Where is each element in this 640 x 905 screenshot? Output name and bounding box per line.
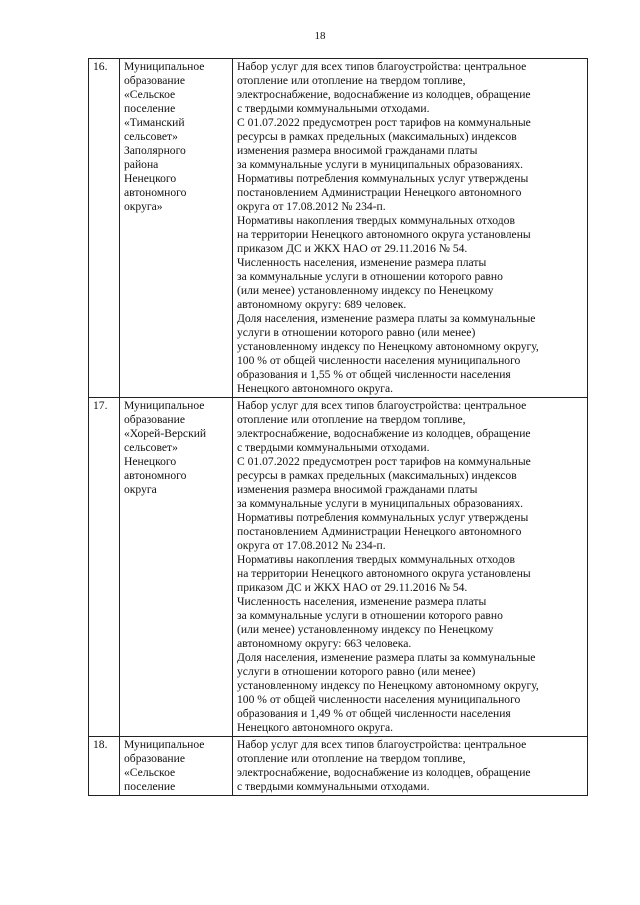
municipality-name [120,398,233,737]
description-line: автономному округу: 689 человек. [237,298,407,311]
description-line: ресурсы в рамках предельных (максимальных) индексов [237,469,517,482]
municipality-name-line: поселение [124,102,176,115]
description-line: установленному индексу по Ненецкому автономному округу, [237,340,539,353]
municipality-name-line: образование [124,752,185,765]
municipality-name-line: поселение [124,780,176,793]
municipality-name-line: образование [124,74,185,87]
description-line: услуги в отношении которого равно (или менее) [237,665,476,678]
municipality-name-line: «Тиманский [124,116,185,129]
municipality-name-line: «Сельское [124,88,176,101]
description-line: образования и 1,55 % от общей численности населения [237,368,511,381]
description-line: установленному индексу по Ненецкому автономному округу, [237,679,539,692]
municipality-name-line: округа [124,483,157,496]
municipality-name-line: Ненецкого [124,455,177,468]
description-line: за коммунальные услуги в отношении которого равно [237,270,503,283]
description-line: округа от 17.08.2012 № 234-п. [237,200,386,213]
description-line: на территории Ненецкого автономного округа установлены [237,228,531,241]
municipality-name-line: округа» [124,200,163,213]
description-line: за коммунальные услуги в муниципальных образованиях. [237,158,524,171]
description-line: С 01.07.2022 предусмотрен рост тарифов на коммунальные [237,455,531,468]
table-row [89,398,588,737]
description-line: Набор услуг для всех типов благоустройства: центральное [237,399,527,412]
description-line: Нормативы потребления коммунальных услуг утверждены [237,511,529,524]
description-line: Набор услуг для всех типов благоустройства: центральное [237,738,527,751]
tariff-table [88,58,588,796]
municipality-name [120,737,233,796]
table-row [89,59,588,398]
description-line: с твердыми коммунальными отходами. [237,441,430,454]
description-line: Ненецкого автономного округа. [237,721,394,734]
table-row [89,737,588,796]
municipality-name-line: Заполярного [124,144,186,157]
description-line: (или менее) установленному индексу по Ненецкому [237,623,494,636]
description-line: Численность населения, изменение размера платы [237,256,487,269]
description-line: приказом ДС и ЖКХ НАО от 29.11.2016 № 54. [237,242,468,255]
description-line: электроснабжение, водоснабжение из колодцев, обращение [237,88,531,101]
municipality-name-line: «Сельское [124,766,176,779]
description-line: (или менее) установленному индексу по Ненецкому [237,284,494,297]
municipality-name-line: района [124,158,159,171]
description-line: автономному округу: 663 человека. [237,637,412,650]
description-line: Доля населения, изменение размера платы за коммунальные [237,651,536,664]
municipality-name-line: автономного [124,469,187,482]
description-line: отопление или отопление на твердом топливе, [237,74,466,87]
municipality-name-line: автономного [124,186,187,199]
services-description [233,59,588,398]
description-line: Ненецкого автономного округа. [237,382,394,395]
municipality-name-line: сельсовет» [124,441,178,454]
description-line: постановлением Администрации Ненецкого автономного [237,186,522,199]
description-line: 100 % от общей численности населения муниципального [237,693,521,706]
description-line: приказом ДС и ЖКХ НАО от 29.11.2016 № 54. [237,581,468,594]
description-line: с твердыми коммунальными отходами. [237,102,430,115]
row-number: 16. [89,59,120,398]
municipality-name-line: сельсовет» [124,130,178,143]
description-line: за коммунальные услуги в муниципальных образованиях. [237,497,524,510]
description-line: Нормативы накопления твердых коммунальных отходов [237,553,515,566]
municipality-name-line: «Хорей-Верский [124,427,207,440]
description-line: округа от 17.08.2012 № 234-п. [237,539,386,552]
row-number: 17. [89,398,120,737]
description-line: изменения размера вносимой гражданами платы [237,144,478,157]
description-line: на территории Ненецкого автономного округа установлены [237,567,531,580]
municipality-name-line: Муниципальное [124,60,205,73]
municipality-name [120,59,233,398]
description-line: Нормативы накопления твердых коммунальных отходов [237,214,515,227]
description-line: 100 % от общей численности населения муниципального [237,354,521,367]
description-line: постановлением Администрации Ненецкого автономного [237,525,522,538]
row-number: 18. [89,737,120,796]
municipality-name-line: образование [124,413,185,426]
description-line: с твердыми коммунальными отходами. [237,780,430,793]
description-line: Доля населения, изменение размера платы за коммунальные [237,312,536,325]
description-line: электроснабжение, водоснабжение из колодцев, обращение [237,427,531,440]
page-number: 18 [314,30,326,42]
description-line: образования и 1,49 % от общей численности населения [237,707,511,720]
description-line: отопление или отопление на твердом топливе, [237,752,466,765]
description-line: за коммунальные услуги в отношении которого равно [237,609,503,622]
municipality-name-line: Муниципальное [124,738,205,751]
description-line: С 01.07.2022 предусмотрен рост тарифов на коммунальные [237,116,531,129]
description-line: ресурсы в рамках предельных (максимальных) индексов [237,130,517,143]
description-line: отопление или отопление на твердом топливе, [237,413,466,426]
municipality-name-line: Муниципальное [124,399,205,412]
description-line: Набор услуг для всех типов благоустройства: центральное [237,60,527,73]
description-line: Численность населения, изменение размера платы [237,595,487,608]
description-line: изменения размера вносимой гражданами платы [237,483,478,496]
description-line: электроснабжение, водоснабжение из колодцев, обращение [237,766,531,779]
municipality-name-line: Ненецкого [124,172,177,185]
services-description [233,398,588,737]
description-line: услуги в отношении которого равно (или менее) [237,326,476,339]
description-line: Нормативы потребления коммунальных услуг утверждены [237,172,529,185]
table-body [89,59,588,796]
services-description [233,737,588,796]
